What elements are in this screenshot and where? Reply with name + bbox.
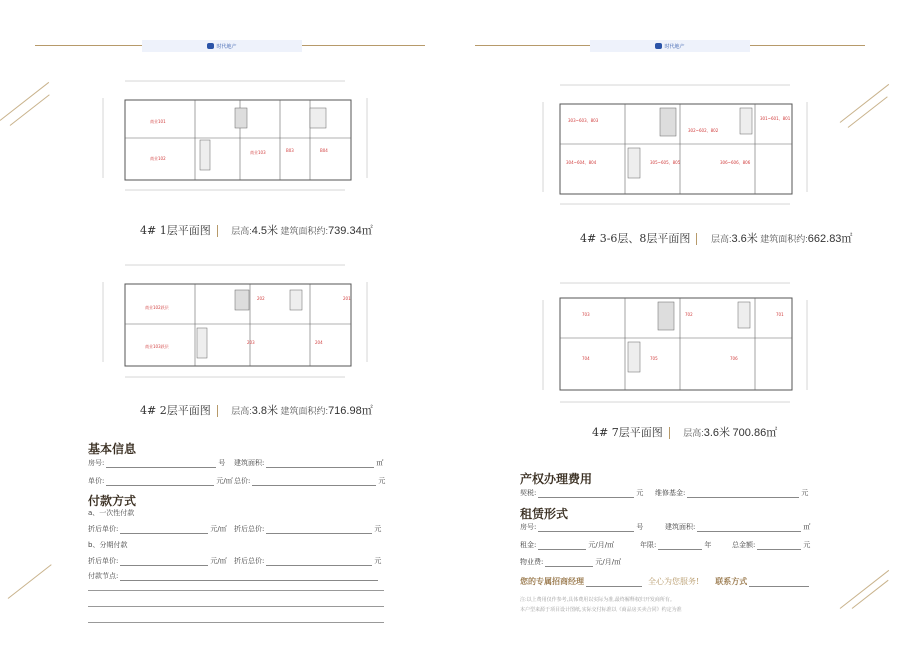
disc-price-label: 折后单价: xyxy=(88,525,119,533)
floor-area: 662.83㎡ xyxy=(807,233,853,245)
manager-label: 您的专属招商经理 xyxy=(520,576,584,586)
disc-price-label: 折后单价: xyxy=(88,557,119,565)
floor-name: 3-6层、8层平面图 xyxy=(599,232,691,245)
unit-label: 商业101 xyxy=(150,119,166,124)
plan-caption-3-6-8f xyxy=(580,230,852,246)
installment-label xyxy=(88,540,127,550)
height-label: 层高: xyxy=(683,428,704,438)
corner-ornament xyxy=(8,564,52,599)
unit-label: 305~605、805 xyxy=(650,160,681,165)
floor-name: 7层平面图 xyxy=(611,426,663,439)
disc-price-field[interactable] xyxy=(120,525,208,534)
logo-mark-icon xyxy=(207,43,214,49)
floor-name: 1层平面图 xyxy=(159,224,211,237)
contact-row xyxy=(520,576,811,587)
unit-label: 303~603、803 xyxy=(568,118,599,123)
logo-text: 时代地产 xyxy=(664,43,685,50)
disc-total-label: 折后总价: xyxy=(234,557,265,565)
disc-total-row-a xyxy=(234,524,381,534)
unit-label: 704 xyxy=(582,356,590,361)
logo-text: 时代地产 xyxy=(216,43,237,50)
area-field[interactable] xyxy=(266,459,374,468)
corner-ornament xyxy=(840,84,889,123)
slogan: 全心为您服务! xyxy=(648,577,700,586)
area-label: 建筑面积约: xyxy=(280,406,329,416)
unit-label: 商业102 xyxy=(150,156,166,161)
nodes-line[interactable] xyxy=(88,606,384,607)
unit-label: 306~606、806 xyxy=(720,160,751,165)
price-field[interactable] xyxy=(106,477,214,486)
floor-area: 716.98㎡ xyxy=(328,405,373,417)
floor-height: 3.8米 xyxy=(251,405,279,417)
term-field[interactable] xyxy=(658,541,702,550)
floor-plan-7f xyxy=(540,280,810,405)
contact-field[interactable] xyxy=(749,578,809,587)
building-number: 4# xyxy=(140,224,157,237)
rent-label: 租金: xyxy=(520,541,537,549)
property-fee-field[interactable] xyxy=(545,558,593,567)
deed-tax-label: 契税: xyxy=(520,489,537,497)
plan-caption-1f xyxy=(140,222,373,238)
fee-note: 注:以上费用仅作参考,具体费用以实际为准,最终解释权归开发商所有。 xyxy=(520,597,675,603)
lease-area-row xyxy=(665,522,810,532)
nodes-row xyxy=(88,571,380,581)
lease-room-row xyxy=(520,522,643,532)
area-field[interactable] xyxy=(697,523,801,532)
rent-field[interactable] xyxy=(538,541,586,550)
maintenance-row xyxy=(655,488,808,498)
disc-total-label: 折后总价: xyxy=(234,525,265,533)
disclaimer-note: 本户型来源于项目设计图纸,实际交付标准以《商品房买卖合同》约定为准 xyxy=(520,607,682,613)
unit-label: 701 xyxy=(776,312,784,317)
term-row xyxy=(640,540,711,550)
room-suffix: 号 xyxy=(218,459,226,467)
unit-label: 705 xyxy=(650,356,658,361)
property-fee-label: 物业费: xyxy=(520,558,544,566)
term-unit: 年 xyxy=(704,541,712,549)
room-suffix: 号 xyxy=(636,523,644,531)
lease-total-row xyxy=(732,540,810,550)
area-row xyxy=(234,458,383,468)
plan-caption-2f xyxy=(140,402,373,418)
room-label: 房号: xyxy=(88,459,105,467)
unit-label: 204 xyxy=(315,340,323,345)
disc-total-unit: 元 xyxy=(374,525,382,533)
rent-unit: 元/月/㎡ xyxy=(588,541,615,549)
term-label: 年限: xyxy=(640,541,657,549)
unit-label: 201 xyxy=(343,296,351,301)
total-label: 总金额: xyxy=(732,541,756,549)
contact-label: 联系方式 xyxy=(715,576,748,586)
building-number: 4# xyxy=(580,232,597,245)
logo-mark-icon xyxy=(655,43,662,49)
rent-row xyxy=(520,540,614,550)
height-label: 层高: xyxy=(710,234,732,244)
area-label: 建筑面积: xyxy=(234,459,265,467)
height-label: 层高: xyxy=(231,226,252,236)
lump-sum-label xyxy=(88,508,134,518)
property-fee-unit: 元/月/㎡ xyxy=(595,558,622,566)
total-unit: 元 xyxy=(378,477,386,485)
total-unit: 元 xyxy=(803,541,811,549)
corner-ornament xyxy=(0,82,49,121)
unit-label: 203 xyxy=(247,340,255,345)
property-fee-row xyxy=(520,557,621,567)
nodes-field[interactable] xyxy=(120,572,378,581)
floor-area: 700.86㎡ xyxy=(732,427,778,439)
building-number: 4# xyxy=(140,404,157,417)
floor-height: 4.5米 xyxy=(251,225,279,237)
room-label: 房号: xyxy=(520,523,537,531)
unit-label: B03 xyxy=(286,148,294,153)
total-row xyxy=(234,476,385,486)
unit-label: 304~604、804 xyxy=(566,160,597,165)
area-label: 建筑面积: xyxy=(665,523,696,531)
deed-tax-unit: 元 xyxy=(636,489,644,497)
unit-label: B04 xyxy=(320,148,328,153)
nodes-line[interactable] xyxy=(88,622,384,623)
disc-total-field[interactable] xyxy=(266,557,372,566)
disc-price-unit: 元/㎡ xyxy=(210,557,227,565)
disc-total-field[interactable] xyxy=(266,525,372,534)
nodes-line[interactable] xyxy=(88,590,384,591)
area-unit: ㎡ xyxy=(376,459,384,467)
disc-price-unit: 元/㎡ xyxy=(210,525,227,533)
manager-field[interactable] xyxy=(586,578,642,587)
unit-label: 202 xyxy=(257,296,265,301)
unit-label: 商业102跃层 xyxy=(145,305,169,310)
room-field[interactable] xyxy=(538,523,634,532)
property-fees-title: 产权办理费用 xyxy=(520,472,593,486)
unit-label: 302~602、802 xyxy=(688,128,719,133)
area-unit: ㎡ xyxy=(803,523,811,531)
installment-text: b、分期付款 xyxy=(88,541,128,549)
unit-label: 702 xyxy=(685,312,693,317)
building-number: 4# xyxy=(592,426,609,439)
maintenance-label: 维修基金: xyxy=(655,489,686,497)
brand-logo-left xyxy=(142,40,302,52)
total-field[interactable] xyxy=(252,477,376,486)
unit-label: 301~601、801 xyxy=(760,116,791,121)
floor-plan-1f xyxy=(100,78,370,193)
floor-area: 739.34㎡ xyxy=(328,225,373,237)
lump-sum-text: a、一次性付款 xyxy=(88,509,135,517)
plan-caption-7f xyxy=(592,424,777,440)
unit-label: 706 xyxy=(730,356,738,361)
floor-plan-2f xyxy=(100,262,370,380)
unit-label: 商业103 xyxy=(250,150,266,155)
maintenance-unit: 元 xyxy=(801,489,809,497)
deed-tax-row xyxy=(520,488,643,498)
corner-ornament xyxy=(10,94,50,126)
nodes-label: 付款节点: xyxy=(88,572,119,580)
disc-price-row-b xyxy=(88,556,227,566)
lease-title: 租赁形式 xyxy=(520,507,569,521)
disc-price-field[interactable] xyxy=(120,557,208,566)
floor-name: 2层平面图 xyxy=(159,404,211,417)
unit-label: 703 xyxy=(582,312,590,317)
deed-tax-field[interactable] xyxy=(538,489,634,498)
corner-ornament xyxy=(840,570,889,609)
disc-total-unit: 元 xyxy=(374,557,382,565)
payment-title: 付款方式 xyxy=(88,494,137,508)
price-label: 单价: xyxy=(88,477,105,485)
unit-label: 商业103跃层 xyxy=(145,344,169,349)
total-label: 总价: xyxy=(234,477,251,485)
room-field[interactable] xyxy=(106,459,216,468)
disc-total-row-b xyxy=(234,556,381,566)
area-label: 建筑面积约: xyxy=(280,226,329,236)
floor-height: 3.6米 xyxy=(703,427,731,439)
total-field[interactable] xyxy=(757,541,801,550)
basic-info-title: 基本信息 xyxy=(88,442,137,456)
maintenance-field[interactable] xyxy=(687,489,799,498)
disc-price-row-a xyxy=(88,524,227,534)
price-row xyxy=(88,476,233,486)
room-row xyxy=(88,458,225,468)
floor-plan-3-6-8f xyxy=(540,82,810,207)
floor-height: 3.6米 xyxy=(731,233,758,245)
height-label: 层高: xyxy=(231,406,252,416)
price-unit: 元/㎡ xyxy=(216,477,233,485)
area-label: 建筑面积约: xyxy=(760,234,808,244)
brand-logo-right xyxy=(590,40,750,52)
